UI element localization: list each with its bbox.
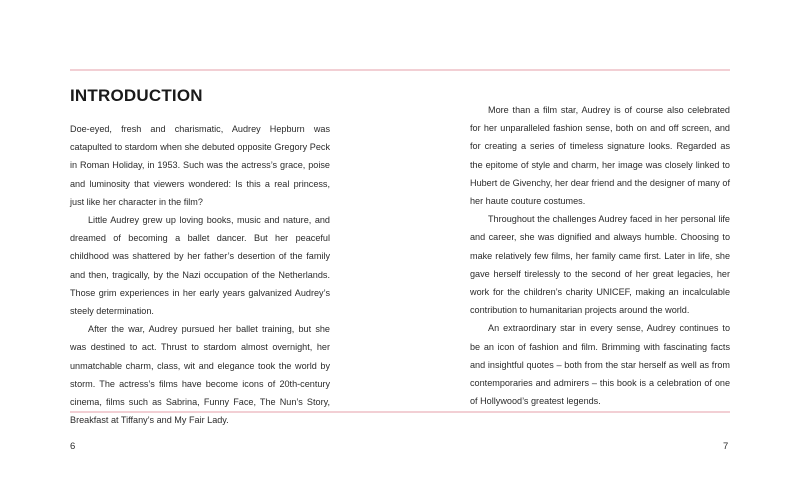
paragraph: Doe-eyed, fresh and charismatic, Audrey Hepburn was catapulted to stardom when she debuted opposite Gregory Peck in Roman Holiday, in 1953. Such was the actress’s grace, poise and luminosity that viewers wondered: Is this a real princess, just like her character in the film? bbox=[70, 124, 330, 207]
right-text-column bbox=[470, 101, 730, 410]
paragraph: After the war, Audrey pursued her ballet training, but she was destined to act. Thrust to stardom almost overnight, her unmatchable charm, class, wit and elegance took the world by storm. The actress’s films have become icons of 20th-century cinema, films such as Sabrina, Funny Face, The Nun’s Story, Breakfast at Tiffany’s and My Fair Lady. bbox=[70, 324, 330, 426]
page-number-left: 6 bbox=[70, 441, 76, 452]
paragraph: Little Audrey grew up loving books, music and nature, and dreamed of becoming a ballet dancer. But her peaceful childhood was shattered by her father’s desertion of the family and then, tragically, by the Nazi occupation of the Netherlands. Those grim experiences in her early years galvanized Audrey’s steely determination. bbox=[70, 215, 330, 317]
paragraph: An extraordinary star in every sense, Audrey continues to be an icon of fashion and film. Brimming with fascinating facts and insightful quotes – both from the star herself as well as from contemporaries and admirers – this book is a celebration of one of Hollywood’s greatest legends. bbox=[470, 323, 730, 407]
top-divider bbox=[70, 69, 730, 71]
paragraph: Throughout the challenges Audrey faced in her personal life and career, she was dignified and always humble. Choosing to make relatively few films, her family came first. Later in life, she gave herself tirelessly to the second of her great legacies, her work for the children’s charity UNICEF, making an incalculable contribution to humanitarian projects around the world. bbox=[470, 214, 730, 316]
page-heading: INTRODUCTION bbox=[70, 86, 203, 105]
page-number-right: 7 bbox=[723, 441, 729, 452]
left-text-column bbox=[70, 120, 330, 429]
paragraph: More than a film star, Audrey is of course also celebrated for her unparalleled fashion sense, both on and off screen, and for creating a series of timeless signature looks. Regarded as the epitome of style and charm, her image was closely linked to Hubert de Givenchy, her dear friend and the designer of many of her haute couture costumes. bbox=[470, 105, 730, 207]
bottom-divider bbox=[70, 411, 730, 413]
